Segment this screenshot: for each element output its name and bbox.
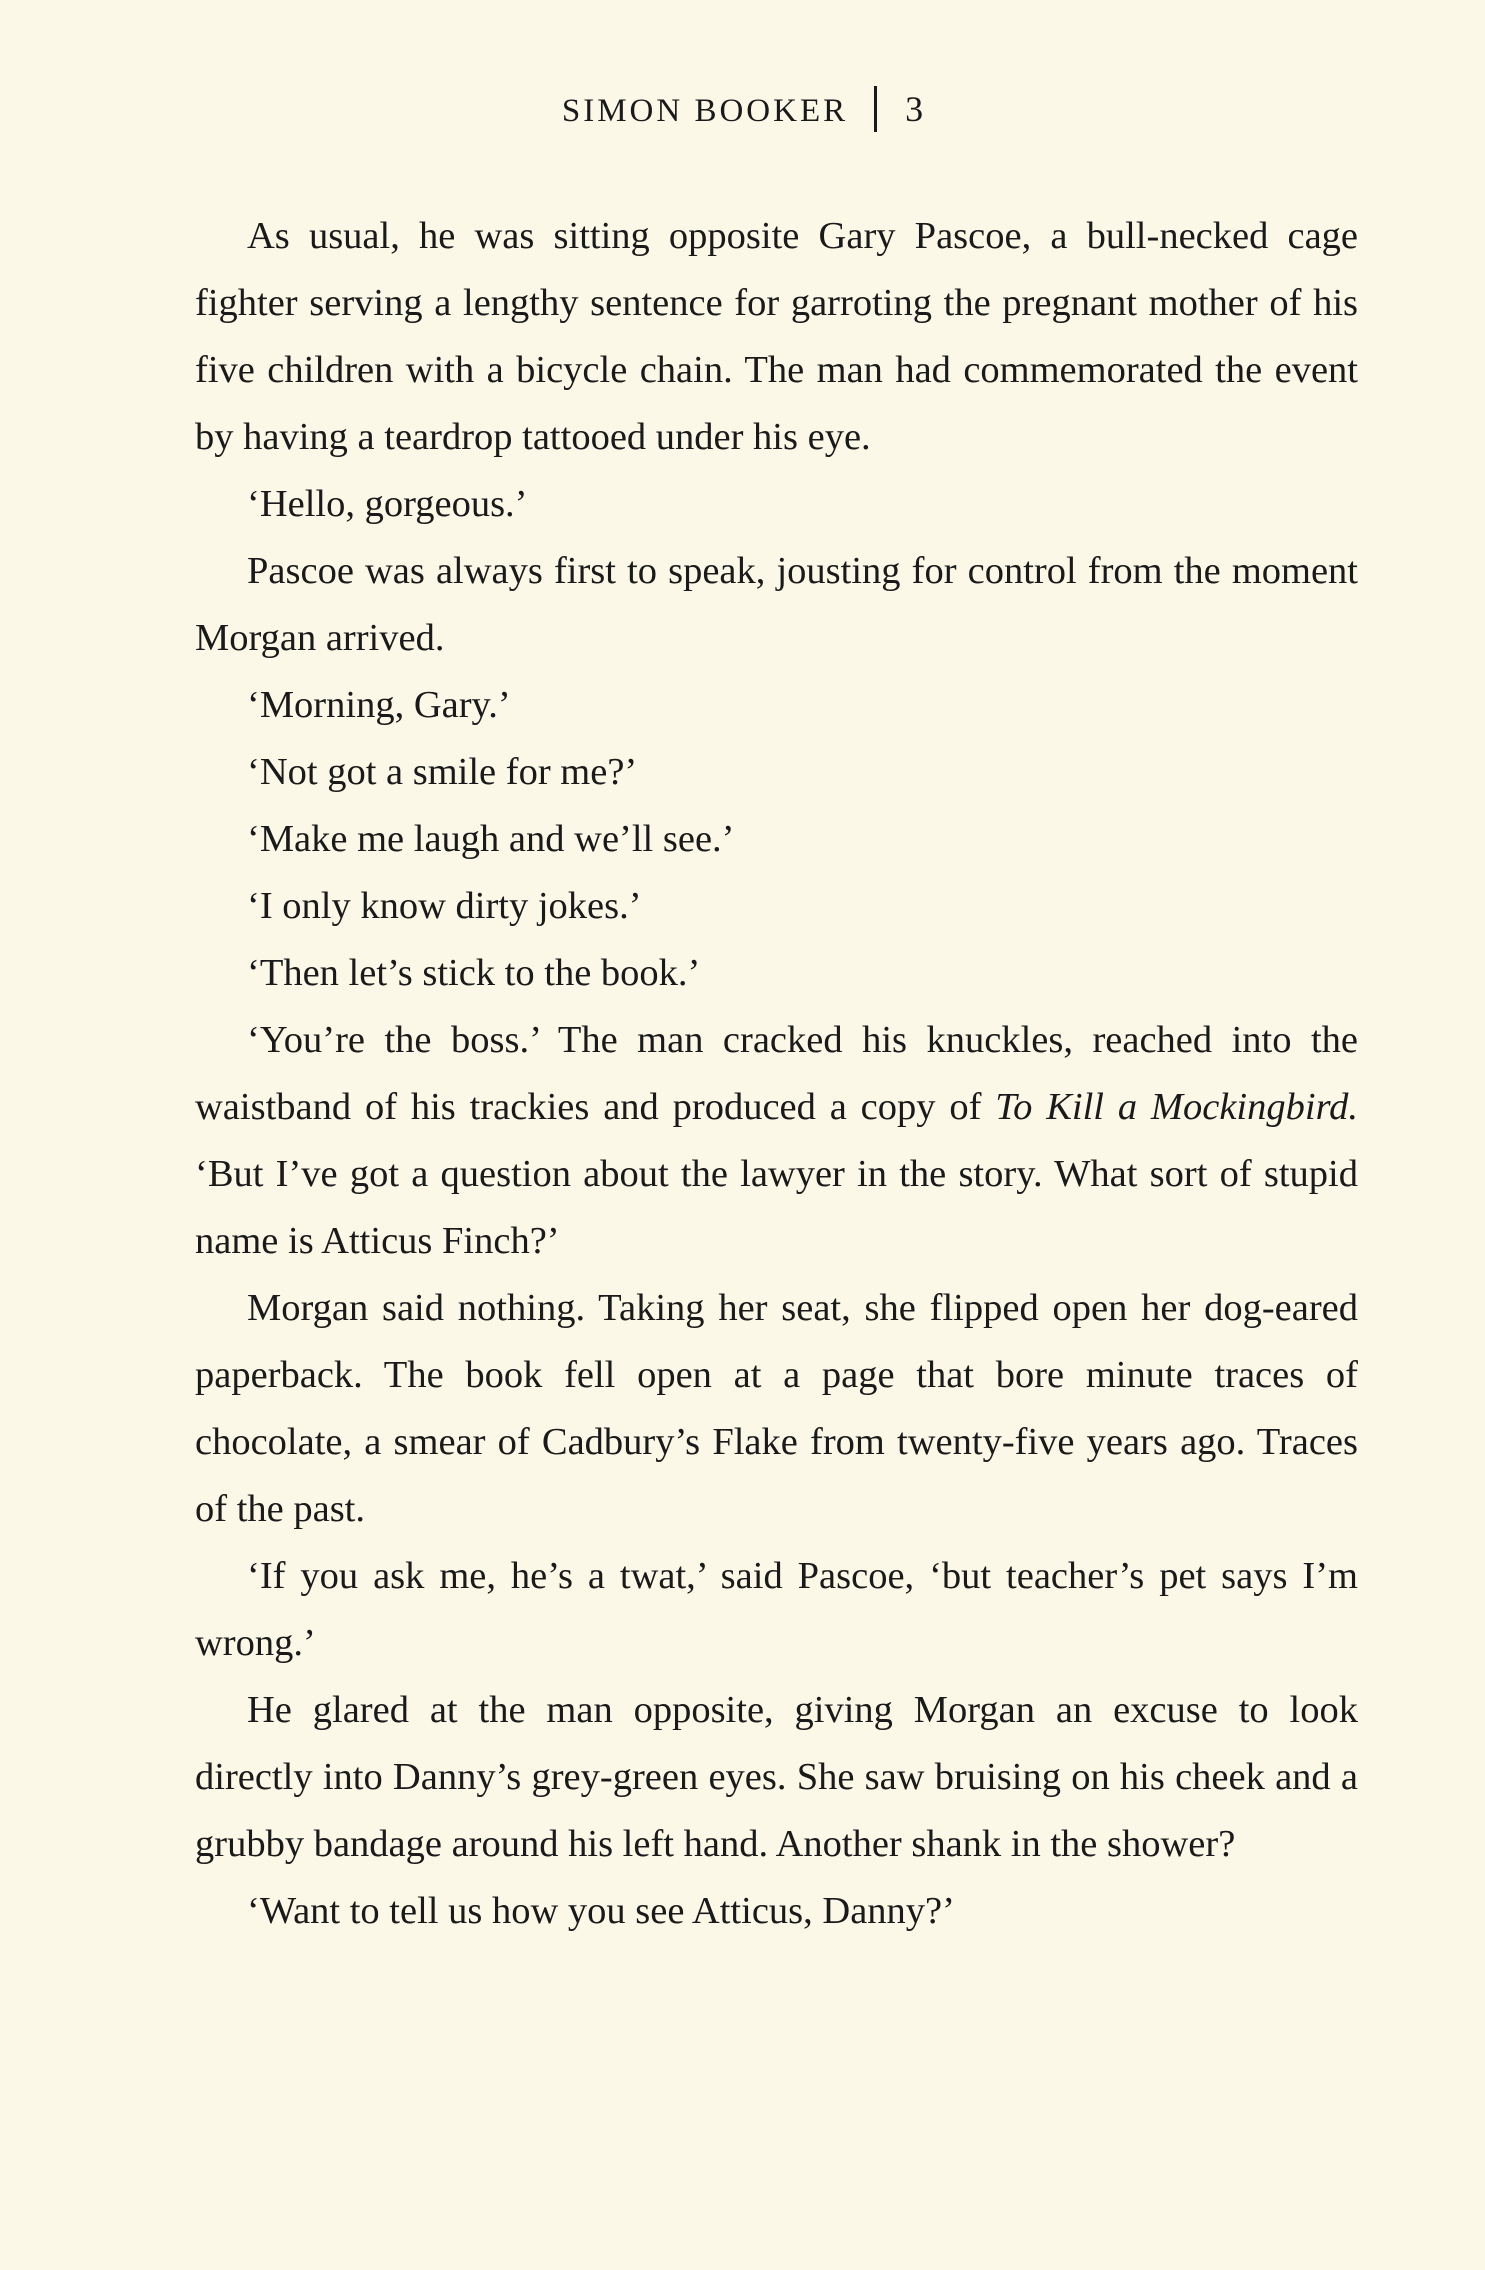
paragraph: ‘I only know dirty jokes.’	[247, 885, 642, 927]
header-separator	[874, 86, 877, 132]
running-header	[0, 88, 1485, 136]
paragraph: As usual, he was sitting opposite Gary Pascoe, a bull-necked cage fighter serving a lengthy sentence for garroting the pregnant mother of his five children with a bicycle chain. The man had commemorated the event by having a teardrop tattooed under his eye.	[195, 215, 1358, 458]
paragraph: ‘Morning, Gary.’	[247, 684, 511, 726]
paragraph: Morgan said nothing. Taking her seat, she flipped open her dog-eared paperback. The book fell open at a page that bore minute traces of chocolate, a smear of Cadbury’s Flake from twenty-five years ago. Traces of the past.	[195, 1287, 1358, 1530]
paragraph: Pascoe was always first to speak, jousting for control from the moment Morgan arrived.	[195, 550, 1358, 659]
page-number: 3	[905, 89, 924, 129]
paragraph: ‘Make me laugh and we’ll see.’	[247, 818, 735, 860]
paragraph	[195, 1007, 1358, 1275]
paragraph-text: ‘You’re the boss.’ The man cracked his knuckles, reached into the waistband of his trackies and produced a copy of	[195, 1019, 1358, 1128]
paragraph: He glared at the man opposite, giving Morgan an excuse to look directly into Danny’s grey-green eyes. She saw bruising on his cheek and a grubby bandage around his left hand. Another shank in the shower?	[195, 1689, 1358, 1865]
paragraph: ‘Not got a smile for me?’	[247, 751, 638, 793]
paragraph: ‘Then let’s stick to the book.’	[247, 952, 701, 994]
paragraph: ‘Want to tell us how you see Atticus, Danny?’	[247, 1890, 955, 1932]
author-name: SIMON BOOKER	[561, 93, 849, 129]
paragraph-text: ‘But I’ve got a question about the lawyer in the story. What sort of stupid name is Atticus Finch?’	[195, 1153, 1358, 1262]
paragraph: ‘If you ask me, he’s a twat,’ said Pascoe, ‘but teacher’s pet says I’m wrong.’	[195, 1555, 1358, 1664]
body-text	[195, 203, 1358, 1945]
book-title: To Kill a Mockingbird.	[995, 1086, 1358, 1128]
paragraph: ‘Hello, gorgeous.’	[247, 483, 528, 525]
